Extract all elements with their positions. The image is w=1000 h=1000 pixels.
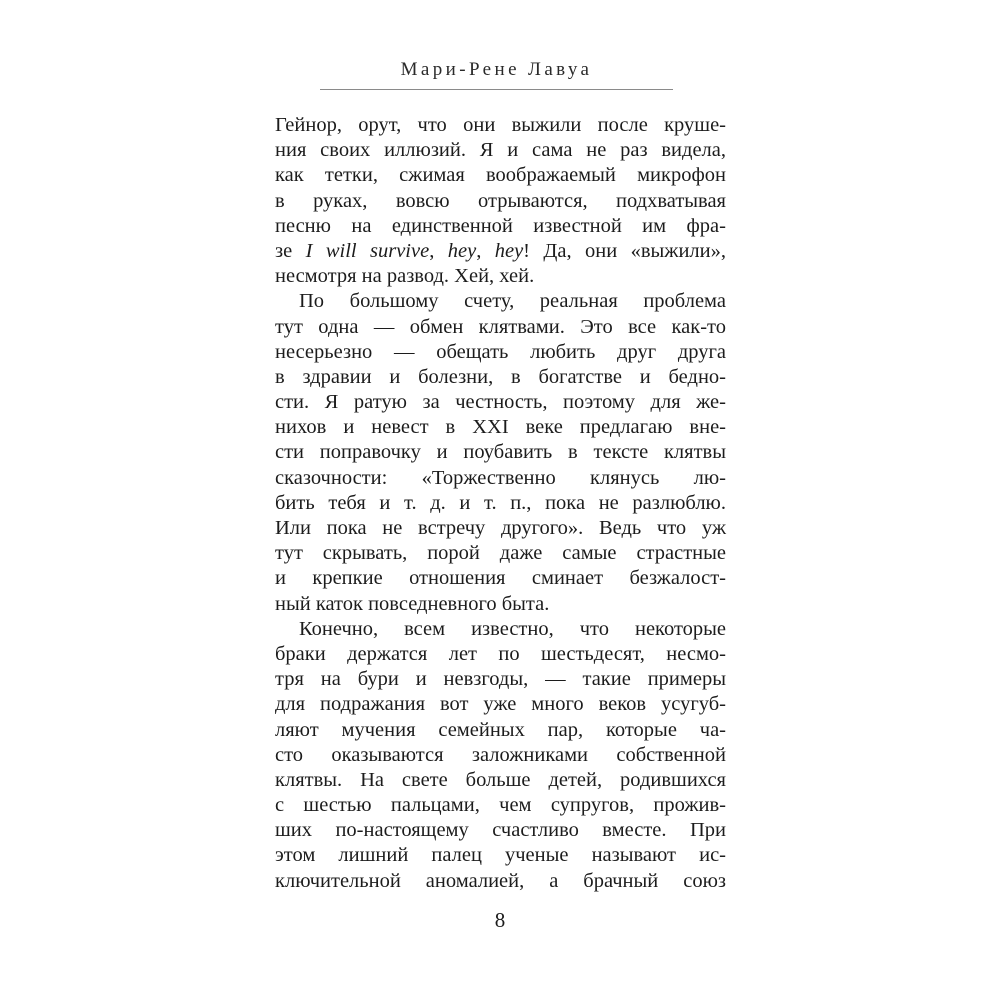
text-line: в здравии и болезни, в богатстве и бедно-	[275, 365, 726, 388]
text-line: тря на бури и невзгоды, — такие примеры	[275, 668, 726, 691]
text-line: бить тебя и т. д. и т. п., пока не разлюблю.	[275, 491, 726, 514]
text-line: ших по-настоящему счастливо вместе. При	[275, 819, 726, 842]
text-line: ключительной аномалией, а брачный союз	[275, 869, 726, 892]
page-number: 8	[494, 908, 506, 932]
text-line: Конечно, всем известно, что некоторые	[299, 617, 726, 640]
paragraph-3	[275, 617, 726, 894]
text-line: клятвы. На свете больше детей, родившихся	[275, 768, 726, 791]
text-line: нихов и невест в XXI веке предлагаю вне-	[275, 416, 726, 439]
text-line: По большому счету, реальная проблема	[299, 290, 726, 313]
text-line: тут одна — обмен клятвами. Это все как-то	[275, 315, 726, 338]
body-text	[275, 113, 726, 894]
text-line: песню на единственной известной им фра-	[275, 214, 726, 237]
text-run: зе	[275, 239, 306, 262]
running-head-author: Мари-Рене Лавуа	[400, 59, 593, 80]
italic-hey: hey	[447, 239, 477, 262]
text-run: ,	[476, 239, 495, 262]
text-line: сти. Я ратую за честность, поэтому для же-	[275, 391, 726, 414]
text-line: и крепкие отношения сминает безжалост-	[275, 567, 726, 590]
text-line: тут скрывать, порой даже самые страстные	[275, 542, 726, 565]
text-line: с шестью пальцами, чем супругов, прожив-	[275, 794, 726, 817]
text-line: Или пока не встречу другого». Ведь что уж	[275, 517, 726, 539]
text-line: ляют мучения семейных пар, которые ча-	[275, 718, 726, 741]
text-line: ный каток повседневного быта.	[275, 592, 550, 615]
italic-song-title: I will survive	[305, 239, 430, 262]
header-rule	[320, 89, 673, 90]
text-line: этом лишний палец ученые называют ис-	[275, 844, 726, 867]
text-line: Гейнор, орут, что они выжили после круше-	[275, 114, 726, 136]
text-line: сказочности: «Торжественно клянусь лю-	[275, 466, 726, 489]
text-line: ния своих иллюзий. Я и сама не раз видела,	[275, 139, 726, 162]
text-line: в руках, вовсю отрываются, подхватывая	[275, 189, 726, 212]
text-line: браки держатся лет по шестьдесят, несмо-	[275, 642, 726, 665]
text-line: для подражания вот уже много веков усугуб-	[275, 693, 726, 716]
text-run: ,	[429, 239, 448, 262]
text-line: сти поправочку и поубавить в тексте клятвы	[275, 441, 726, 464]
paragraph-1	[275, 113, 726, 289]
text-line: как тетки, сжимая воображаемый микрофон	[275, 164, 726, 187]
text-line: несмотря на развод. Хей, хей.	[275, 265, 535, 288]
italic-hey: hey	[494, 239, 524, 262]
text-line: несерьезно — обещать любить друг друга	[275, 340, 726, 363]
paragraph-2	[275, 289, 726, 616]
text-line: сто оказываются заложниками собственной	[275, 743, 726, 766]
text-line-mixed	[275, 239, 726, 264]
text-run: ! Да, они «выжили»,	[523, 239, 727, 262]
